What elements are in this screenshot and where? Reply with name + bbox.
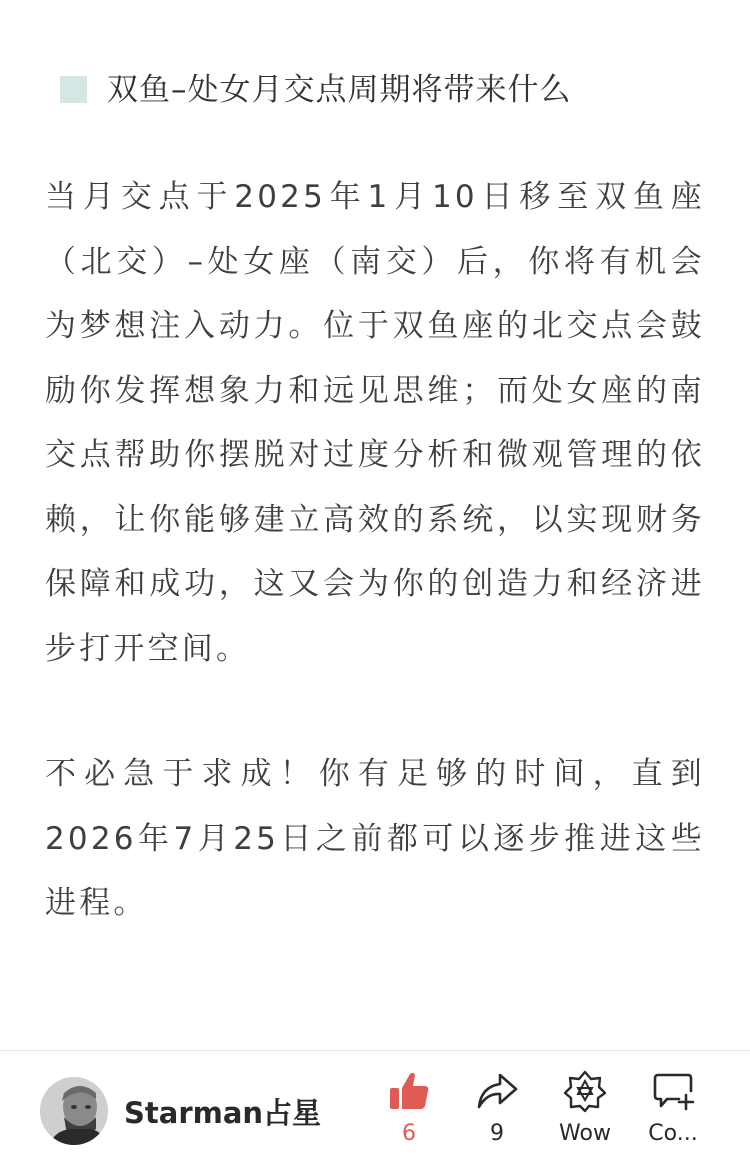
like-button[interactable]	[374, 1069, 444, 1146]
share-button[interactable]	[462, 1069, 532, 1146]
comment-label: Co...	[648, 1121, 698, 1146]
comment-plus-icon	[651, 1069, 695, 1113]
author-avatar[interactable]	[40, 1077, 108, 1145]
section-heading	[60, 64, 572, 109]
share-arrow-icon	[475, 1069, 519, 1113]
like-count: 6	[402, 1121, 416, 1146]
wow-button[interactable]	[550, 1069, 620, 1146]
wow-reaction-icon	[563, 1069, 607, 1113]
heading-marker	[60, 76, 87, 103]
avatar-photo-icon	[40, 1077, 108, 1145]
article-paragraph-2: 不必急于求成！你有足够的时间，直到2026年7月25日之前都可以逐步推进这些进程。	[45, 756, 705, 921]
article-paragraph-1: 当月交点于2025年1月10日移至双鱼座（北交）–处女座（南交）后，你将有机会为梦想注入动力。位于双鱼座的北交点会鼓励你发挥想象力和远见思维；而处女座的南交点帮助你摆脱对过度分析和微观管理的依赖，让你能够建立高效的系统，以实现财务保障和成功，这又会为你的创造力和经济进步打开空间。	[45, 179, 705, 667]
comment-button[interactable]	[638, 1069, 708, 1146]
thumbs-up-icon	[387, 1069, 431, 1113]
share-count: 9	[490, 1121, 504, 1146]
author-name[interactable]: Starman占星	[124, 1096, 322, 1130]
wow-label: Wow	[559, 1121, 611, 1146]
heading-title: 双鱼–处女月交点周期将带来什么	[107, 72, 572, 108]
bottom-action-bar	[0, 1050, 750, 1162]
